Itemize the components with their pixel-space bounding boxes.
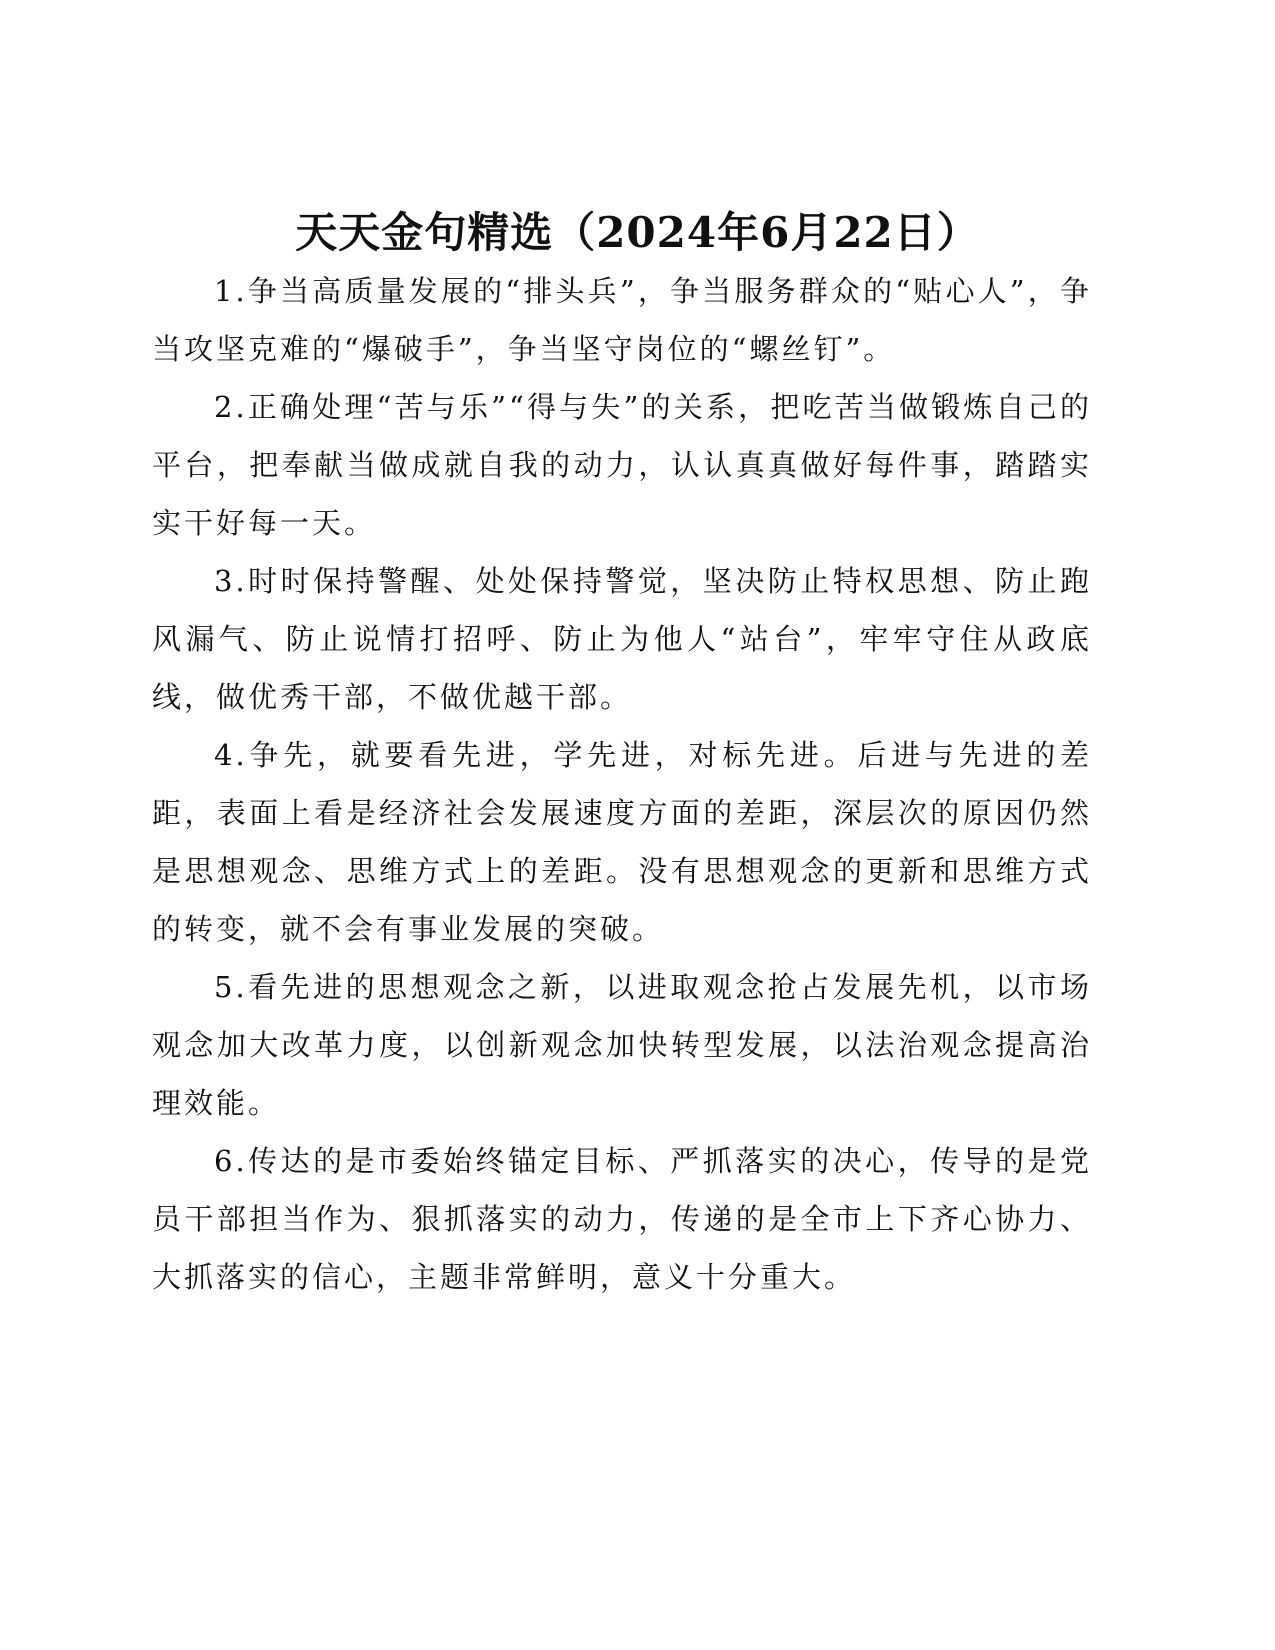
paragraph-1: 1.争当高质量发展的“排头兵”，争当服务群众的“贴心人”，争当攻坚克难的“爆破手”，争当坚守岗位的“螺丝钉”。 <box>152 274 1092 366</box>
paragraph-2: 2.正确处理“苦与乐”“得与失”的关系，把吃苦当做锻炼自己的平台，把奉献当做成就自我的动力，认认真真做好每件事，踏踏实实干好每一天。 <box>152 390 1092 540</box>
paragraph-4: 4.争先，就要看先进，学先进，对标先进。后进与先进的差距，表面上看是经济社会发展速度方面的差距，深层次的原因仍然是思想观念、思维方式上的差距。没有思想观念的更新和思维方式的转变，就不会有事业发展的突破。 <box>152 738 1092 946</box>
page-title: 天天金句精选（2024年6月22日） <box>295 208 980 258</box>
document-body <box>152 262 1092 1306</box>
paragraph-6: 6.传达的是市委始终锚定目标、严抓落实的决心，传导的是党员干部担当作为、狠抓落实的动力，传递的是全市上下齐心协力、大抓落实的信心，主题非常鲜明，意义十分重大。 <box>152 1144 1092 1294</box>
paragraph-5: 5.看先进的思想观念之新，以进取观念抢占发展先机，以市场观念加大改革力度，以创新观念加快转型发展，以法治观念提高治理效能。 <box>152 970 1092 1120</box>
paragraph-3: 3.时时保持警醒、处处保持警觉，坚决防止特权思想、防止跑风漏气、防止说情打招呼、防止为他人“站台”，牢牢守住从政底线，做优秀干部，不做优越干部。 <box>152 564 1092 714</box>
